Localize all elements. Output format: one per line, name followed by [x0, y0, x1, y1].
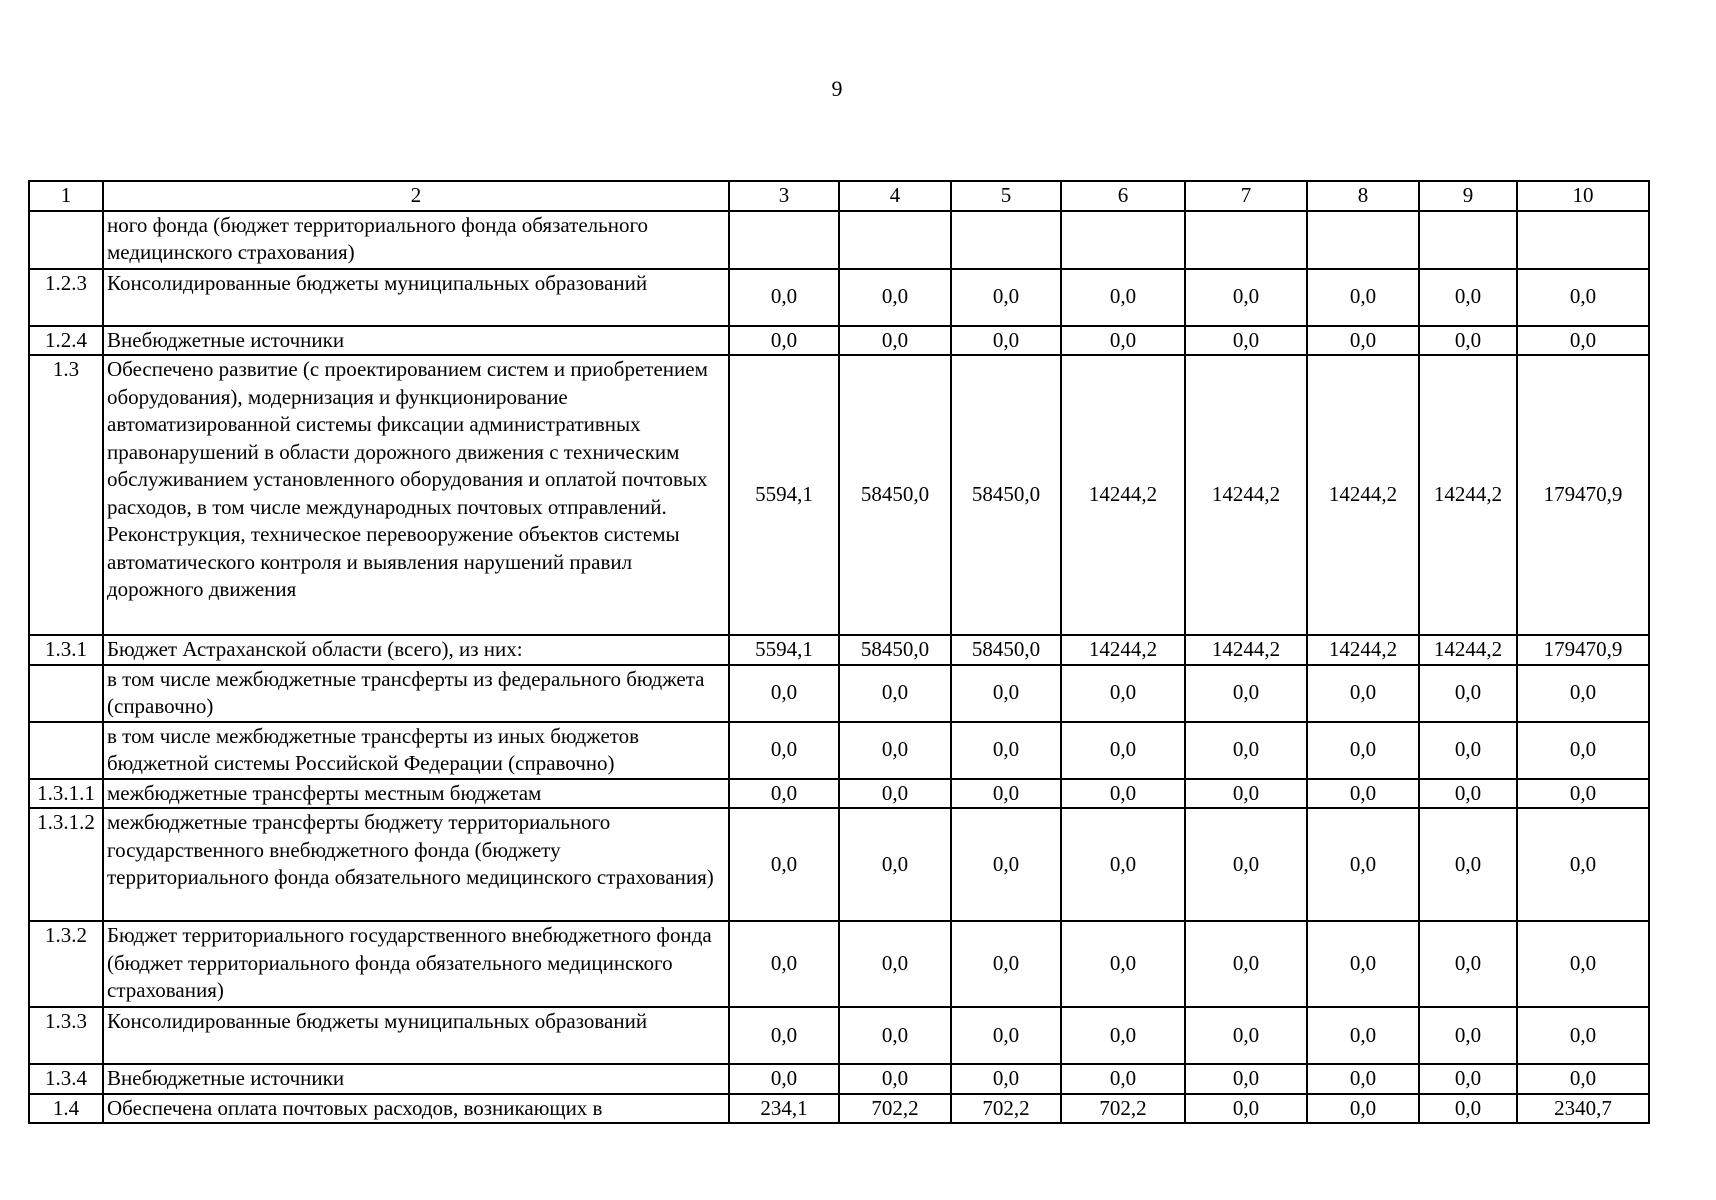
value-cell: 58450,0	[839, 355, 951, 635]
value-cell: 0,0	[1419, 921, 1517, 1007]
value-cell: 14244,2	[1307, 355, 1419, 635]
value-cell: 0,0	[1419, 1064, 1517, 1094]
value-cell: 0,0	[1517, 921, 1649, 1007]
value-cell: 0,0	[1307, 1094, 1419, 1124]
value-cell	[1185, 211, 1307, 269]
value-cell: 0,0	[1307, 665, 1419, 722]
row-code	[29, 722, 103, 779]
value-cell: 0,0	[1061, 722, 1185, 779]
header-cell: 3	[729, 181, 839, 211]
value-cell: 234,1	[729, 1094, 839, 1124]
value-cell: 0,0	[1419, 779, 1517, 809]
value-cell: 14244,2	[1185, 635, 1307, 665]
value-cell: 0,0	[1061, 665, 1185, 722]
row-code: 1.2.4	[29, 326, 103, 356]
row-name: ного фонда (бюджет территориального фонда обязательного медицинского страхования)	[103, 211, 729, 269]
value-cell: 0,0	[729, 269, 839, 326]
value-cell: 0,0	[1517, 722, 1649, 779]
value-cell: 0,0	[951, 779, 1061, 809]
table-row	[29, 1094, 1649, 1124]
value-cell: 0,0	[951, 1064, 1061, 1094]
value-cell: 5594,1	[729, 355, 839, 635]
value-cell: 0,0	[839, 269, 951, 326]
header-cell: 4	[839, 181, 951, 211]
value-cell	[839, 211, 951, 269]
value-cell: 0,0	[1061, 269, 1185, 326]
table-row	[29, 1007, 1649, 1064]
header-cell: 5	[951, 181, 1061, 211]
value-cell: 14244,2	[1061, 355, 1185, 635]
value-cell: 0,0	[729, 1064, 839, 1094]
value-cell: 0,0	[1061, 1007, 1185, 1064]
value-cell: 0,0	[1185, 269, 1307, 326]
value-cell: 0,0	[1185, 1007, 1307, 1064]
table-header-row	[29, 181, 1649, 211]
table-row	[29, 1064, 1649, 1094]
header-cell: 6	[1061, 181, 1185, 211]
value-cell: 0,0	[1419, 665, 1517, 722]
value-cell: 0,0	[1307, 1064, 1419, 1094]
value-cell: 58450,0	[951, 635, 1061, 665]
value-cell: 0,0	[839, 779, 951, 809]
value-cell	[1419, 211, 1517, 269]
row-name: Обеспечено развитие (с проектированием систем и приобретением оборудования), модернизация и функционирование автоматизированной системы фиксации административных правонарушений в области дорожного движения с техническим обслуживанием установленного оборудования и оплатой почтовых расходов, в том числе международных почтовых отправлений. Реконструкция, техническое перевооружение объектов системы автоматического контроля и выявления нарушений правил дорожного движения	[103, 355, 729, 635]
value-cell: 0,0	[1517, 1064, 1649, 1094]
value-cell: 0,0	[951, 326, 1061, 356]
value-cell: 0,0	[1517, 779, 1649, 809]
value-cell: 702,2	[1061, 1094, 1185, 1124]
value-cell	[951, 211, 1061, 269]
value-cell: 0,0	[1419, 326, 1517, 356]
value-cell: 0,0	[729, 1007, 839, 1064]
value-cell: 14244,2	[1185, 355, 1307, 635]
page-number: 9	[831, 76, 843, 101]
value-cell: 0,0	[1517, 326, 1649, 356]
value-cell: 0,0	[1419, 808, 1517, 921]
table-row	[29, 808, 1649, 921]
header-cell: 8	[1307, 181, 1419, 211]
value-cell: 0,0	[1419, 1007, 1517, 1064]
value-cell: 0,0	[1061, 779, 1185, 809]
row-code: 1.3	[29, 355, 103, 635]
table-row	[29, 326, 1649, 356]
value-cell: 702,2	[951, 1094, 1061, 1124]
value-cell: 0,0	[729, 665, 839, 722]
value-cell: 58450,0	[951, 355, 1061, 635]
row-name: в том числе межбюджетные трансферты из федерального бюджета (справочно)	[103, 665, 729, 722]
value-cell: 0,0	[1185, 1094, 1307, 1124]
row-code	[29, 211, 103, 269]
value-cell: 0,0	[951, 921, 1061, 1007]
value-cell: 0,0	[839, 921, 951, 1007]
value-cell: 179470,9	[1517, 355, 1649, 635]
value-cell: 0,0	[951, 808, 1061, 921]
value-cell: 0,0	[1185, 779, 1307, 809]
value-cell: 0,0	[729, 779, 839, 809]
row-code: 1.3.3	[29, 1007, 103, 1064]
value-cell: 0,0	[1185, 921, 1307, 1007]
row-name: межбюджетные трансферты местным бюджетам	[103, 779, 729, 809]
value-cell: 0,0	[1517, 808, 1649, 921]
row-code: 1.3.4	[29, 1064, 103, 1094]
value-cell: 0,0	[1307, 921, 1419, 1007]
value-cell: 0,0	[1061, 1064, 1185, 1094]
value-cell: 0,0	[729, 921, 839, 1007]
value-cell: 0,0	[1061, 808, 1185, 921]
row-name: в том числе межбюджетные трансферты из иных бюджетов бюджетной системы Российской Федерации (справочно)	[103, 722, 729, 779]
row-code: 1.3.2	[29, 921, 103, 1007]
row-code: 1.3.1.1	[29, 779, 103, 809]
value-cell: 0,0	[839, 1064, 951, 1094]
value-cell: 0,0	[1419, 1094, 1517, 1124]
value-cell: 0,0	[1307, 779, 1419, 809]
value-cell: 179470,9	[1517, 635, 1649, 665]
row-name: Консолидированные бюджеты муниципальных образований	[103, 269, 729, 326]
row-name: Внебюджетные источники	[103, 326, 729, 356]
table-body	[29, 181, 1649, 1123]
value-cell	[729, 211, 839, 269]
header-cell: 2	[103, 181, 729, 211]
row-code: 1.3.1	[29, 635, 103, 665]
value-cell: 0,0	[951, 665, 1061, 722]
value-cell: 0,0	[1061, 326, 1185, 356]
value-cell: 0,0	[1307, 722, 1419, 779]
row-name: Бюджет территориального государственного внебюджетного фонда (бюджет территориального фонда обязательного медицинского страхования)	[103, 921, 729, 1007]
table-row	[29, 355, 1649, 635]
row-name: межбюджетные трансферты бюджету территориального государственного внебюджетного фонда (бюджету территориального фонда обязательного медицинского страхования)	[103, 808, 729, 921]
value-cell: 702,2	[839, 1094, 951, 1124]
value-cell: 0,0	[1419, 722, 1517, 779]
value-cell: 0,0	[839, 1007, 951, 1064]
value-cell: 0,0	[1517, 269, 1649, 326]
value-cell: 0,0	[1307, 808, 1419, 921]
row-name: Бюджет Астраханской области (всего), из них:	[103, 635, 729, 665]
value-cell	[1517, 211, 1649, 269]
value-cell: 0,0	[1185, 665, 1307, 722]
value-cell: 0,0	[1185, 722, 1307, 779]
budget-table	[28, 180, 1650, 1124]
table-row	[29, 665, 1649, 722]
value-cell: 0,0	[1061, 921, 1185, 1007]
value-cell: 0,0	[839, 326, 951, 356]
row-code	[29, 665, 103, 722]
table-row	[29, 722, 1649, 779]
table-row	[29, 211, 1649, 269]
value-cell: 0,0	[729, 326, 839, 356]
value-cell: 0,0	[839, 722, 951, 779]
header-cell: 7	[1185, 181, 1307, 211]
value-cell: 0,0	[1307, 1007, 1419, 1064]
header-cell: 1	[29, 181, 103, 211]
value-cell: 0,0	[839, 665, 951, 722]
value-cell: 0,0	[839, 808, 951, 921]
row-name: Обеспечена оплата почтовых расходов, возникающих в	[103, 1094, 729, 1124]
row-name: Внебюджетные источники	[103, 1064, 729, 1094]
value-cell: 14244,2	[1307, 635, 1419, 665]
value-cell: 0,0	[951, 269, 1061, 326]
value-cell: 0,0	[1307, 326, 1419, 356]
table-row	[29, 269, 1649, 326]
value-cell: 0,0	[1517, 1007, 1649, 1064]
table-row	[29, 779, 1649, 809]
value-cell: 0,0	[1185, 808, 1307, 921]
value-cell: 0,0	[1185, 326, 1307, 356]
value-cell: 0,0	[729, 808, 839, 921]
header-cell: 9	[1419, 181, 1517, 211]
value-cell: 0,0	[729, 722, 839, 779]
row-code: 1.3.1.2	[29, 808, 103, 921]
value-cell: 14244,2	[1419, 635, 1517, 665]
value-cell	[1061, 211, 1185, 269]
value-cell: 0,0	[1419, 269, 1517, 326]
table-row	[29, 921, 1649, 1007]
value-cell: 0,0	[951, 722, 1061, 779]
value-cell: 0,0	[951, 1007, 1061, 1064]
row-code: 1.2.3	[29, 269, 103, 326]
value-cell: 0,0	[1185, 1064, 1307, 1094]
row-code: 1.4	[29, 1094, 103, 1124]
value-cell: 14244,2	[1061, 635, 1185, 665]
value-cell: 0,0	[1307, 269, 1419, 326]
value-cell: 2340,7	[1517, 1094, 1649, 1124]
value-cell: 5594,1	[729, 635, 839, 665]
value-cell: 0,0	[1517, 665, 1649, 722]
row-name: Консолидированные бюджеты муниципальных образований	[103, 1007, 729, 1064]
header-cell: 10	[1517, 181, 1649, 211]
value-cell: 14244,2	[1419, 355, 1517, 635]
value-cell: 58450,0	[839, 635, 951, 665]
table-row	[29, 635, 1649, 665]
value-cell	[1307, 211, 1419, 269]
